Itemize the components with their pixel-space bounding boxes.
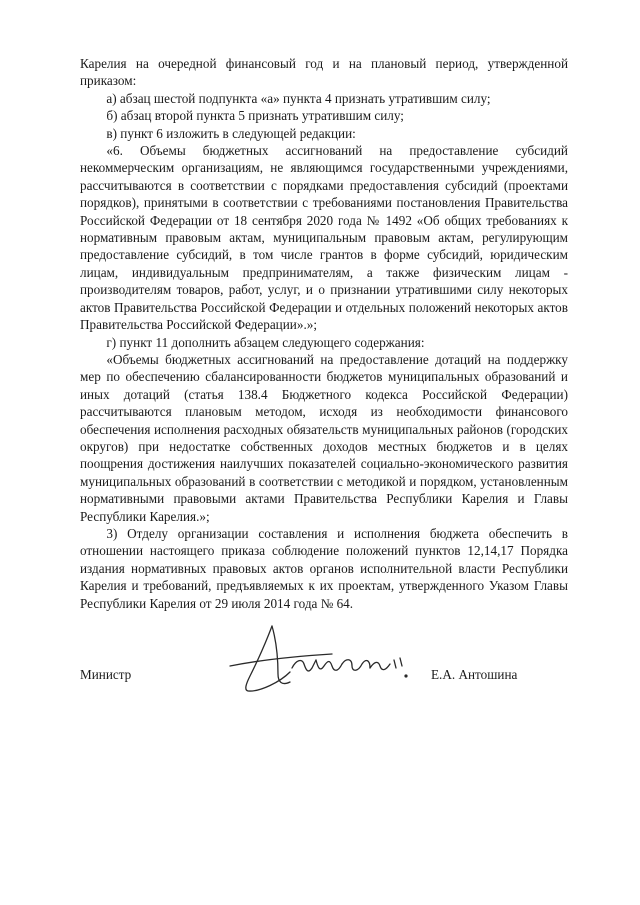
paragraph-item-3: 3) Отделу организации составления и исполнения бюджета обеспечить в отношении настоящего приказа соблюдение положений пунктов 12,14,17 Порядка издания нормативных правовых актов органов исполнительной власти Республики Карелия и требований, предъявляемых к их проектам, утвержденного Указом Главы Республики Карелия от 29 июля 2014 года № 64. [80,525,568,611]
paragraph-point-11-addition: «Объемы бюджетных ассигнований на предоставление дотаций на поддержку мер по обеспечению сбалансированности бюджетов муниципальных образований и иных дотаций (статья 138.4 Бюджетного кодекса Российской Федерации) рассчитываются плановым методом, исходя из необходимости финансового обеспечения исполнения расходных обязательств муниципальных районов (городских округов) при недостатке собственных доходов местных бюджетов и в целях поощрения достижения наилучших показателей социально-экономического развития муниципальных образований в соответствии с методикой и порядком, установленным нормативными правовыми актами Правительства Республики Карелия и Главы Республики Карелия.»; [80,351,568,524]
signatory-name: Е.А. Антошина [431,667,518,682]
signature-block [80,655,568,705]
paragraph-item-b: б) абзац второй пункта 5 признать утратившим силу; [106,108,404,124]
handwritten-signature [220,620,430,700]
paragraph-item-g: г) пункт 11 дополнить абзацем следующего содержания: [106,334,425,350]
signatory-title: Министр [80,667,132,682]
paragraph-item-v: в) пункт 6 изложить в следующей редакции: [106,125,356,141]
paragraph-point-6: «6. Объемы бюджетных ассигнований на предоставление субсидий некоммерческим организациям, не являющимся государственными учреждениями, рассчитываются в соответствии с порядками предоставления субсидий (проектами порядков), принятыми в соответствии с требованиями постановления Правительства Российской Федерации от 18 сентября 2020 года № 1492 «Об общих требованиях к нормативным правовым актам, муниципальным правовым актам, регулирующим предоставление субсидий, в том числе грантов в форме субсидий, юридическим лицам, индивидуальным предпринимателям, а также физическим лицам - производителям товаров, работ, услуг, и о признании утратившими силу некоторых актов Правительства Российской Федерации и отдельных положений некоторых актов Правительства Российской Федерации».»; [80,143,568,333]
paragraph-item-a: а) абзац шестой подпункта «а» пункта 4 признать утратившим силу; [106,90,491,106]
document-body [80,55,568,612]
paragraph-continuation: Карелия на очередной финансовый год и на плановый период, утвержденной приказом: [80,56,568,89]
